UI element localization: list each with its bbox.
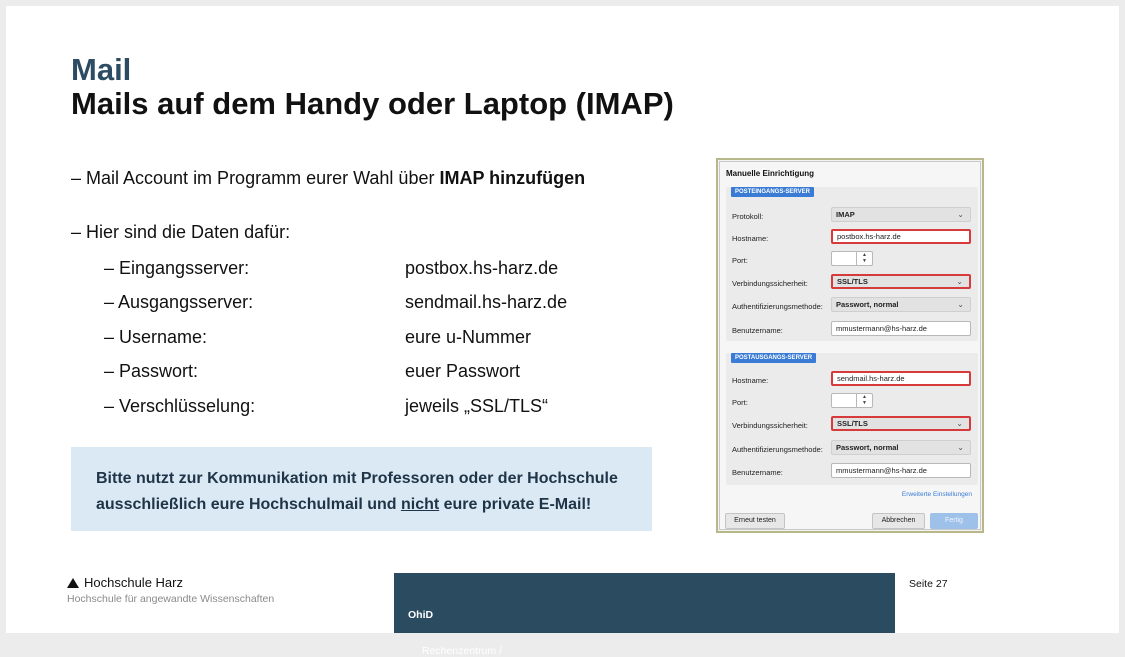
stepper-arrows-icon[interactable]: ▲ ▼ (856, 252, 872, 265)
dialog-title: Manuelle Einrichtigung (726, 169, 815, 178)
row-value-incoming: postbox.hs-harz.de (405, 258, 559, 278)
chevron-down-icon: ⌄ (957, 210, 964, 219)
cancel-button[interactable]: Abbrechen (872, 513, 925, 529)
chevron-down-icon: ⌄ (957, 443, 964, 452)
brand-subtitle: Hochschule für angewandte Wissenschaften (67, 593, 275, 605)
row-label-encryption: – Verschlüsselung: (104, 396, 256, 416)
incoming-protocol-value: IMAP (836, 210, 855, 219)
incoming-security-value: SSL/TLS (837, 277, 868, 286)
stepper-arrows-icon[interactable]: ▲ ▼ (856, 394, 872, 407)
dialog-frame (719, 161, 981, 530)
footer-bar (394, 573, 895, 657)
mail-setup-dialog (716, 158, 984, 533)
row-value-password: euer Passwort (405, 361, 521, 381)
outgoing-auth-label: Authentifizierungsmethode: (732, 445, 823, 454)
outgoing-section-tag: POSTAUSGANGS-SERVER (731, 353, 816, 363)
incoming-username-label: Benutzername: (732, 326, 783, 335)
outgoing-port-label: Port: (732, 398, 748, 407)
advanced-settings-link[interactable]: Erweiterte Einstellungen (901, 491, 972, 498)
notice-text-2: eure private E-Mail! (439, 496, 592, 513)
page-number: Seite 27 (909, 578, 948, 590)
footer-bar-text (408, 609, 502, 657)
row-label-incoming: – Eingangsserver: (104, 258, 250, 278)
row-value-username: eure u-Nummer (405, 327, 532, 347)
outgoing-security-select[interactable] (831, 416, 971, 431)
chevron-down-icon: ⌄ (956, 419, 963, 428)
incoming-port-stepper[interactable] (831, 251, 873, 266)
outgoing-security-value: SSL/TLS (837, 419, 868, 428)
chevron-down-icon: ⌄ (956, 277, 963, 286)
incoming-port-label: Port: (732, 256, 748, 265)
incoming-security-label: Verbindungssicherheit: (732, 279, 808, 288)
done-button[interactable]: Fertig (930, 513, 978, 529)
bullet-imap-text: – Mail Account im Programm eurer Wahl über (71, 168, 440, 188)
notice-box (71, 447, 652, 531)
brand (67, 575, 183, 590)
incoming-protocol-label: Protokoll: (732, 212, 764, 221)
row-label-username: – Username: (104, 327, 208, 347)
row-value-outgoing: sendmail.hs-harz.de (405, 292, 568, 312)
outgoing-username-label: Benutzername: (732, 468, 783, 477)
incoming-section-tag: POSTEINGANGS-SERVER (731, 187, 814, 197)
incoming-auth-value: Passwort, normal (836, 300, 899, 309)
bullet-imap-bold: IMAP hinzufügen (439, 168, 586, 188)
incoming-security-select[interactable] (831, 274, 971, 289)
retest-button[interactable]: Erneut testen (725, 513, 785, 529)
slide (6, 6, 1119, 657)
triangle-logo-icon (67, 578, 79, 588)
row-label-outgoing: – Ausgangsserver: (104, 292, 254, 312)
outgoing-hostname-label: Hostname: (732, 376, 769, 385)
chevron-down-icon: ⌄ (957, 300, 964, 309)
brand-name: Hochschule Harz (84, 575, 183, 590)
incoming-protocol-select[interactable] (831, 207, 971, 222)
bullet-imap (71, 168, 585, 189)
slide-title: Mails auf dem Handy oder Laptop (IMAP) (71, 86, 674, 121)
incoming-hostname-label: Hostname: (732, 234, 769, 243)
outgoing-username-input[interactable]: mmustermann@hs-harz.de (831, 463, 971, 478)
outgoing-security-label: Verbindungssicherheit: (732, 421, 808, 430)
footer-department: Rechenzentrum / (422, 645, 502, 657)
outgoing-auth-value: Passwort, normal (836, 443, 899, 452)
incoming-hostname-input[interactable]: postbox.hs-harz.de (831, 229, 971, 244)
bullet-data-intro: – Hier sind die Daten dafür: (71, 222, 291, 242)
row-label-password: – Passwort: (104, 361, 199, 381)
outgoing-port-stepper[interactable] (831, 393, 873, 408)
slide-kicker: Mail (71, 52, 132, 87)
incoming-auth-select[interactable] (831, 297, 971, 312)
footer-logo: OhiD (408, 609, 434, 621)
incoming-auth-label: Authentifizierungsmethode: (732, 302, 823, 311)
notice-underlined: nicht (400, 496, 440, 513)
notice-text-1: Bitte nutzt zur Kommunikation mit Professoren oder der Hochschule ausschließlich eure Hochschulmail und (96, 470, 618, 513)
incoming-username-input[interactable]: mmustermann@hs-harz.de (831, 321, 971, 336)
row-value-encryption: jeweils „SSL/TLS“ (405, 396, 549, 416)
outgoing-hostname-input[interactable]: sendmail.hs-harz.de (831, 371, 971, 386)
outgoing-auth-select[interactable] (831, 440, 971, 455)
